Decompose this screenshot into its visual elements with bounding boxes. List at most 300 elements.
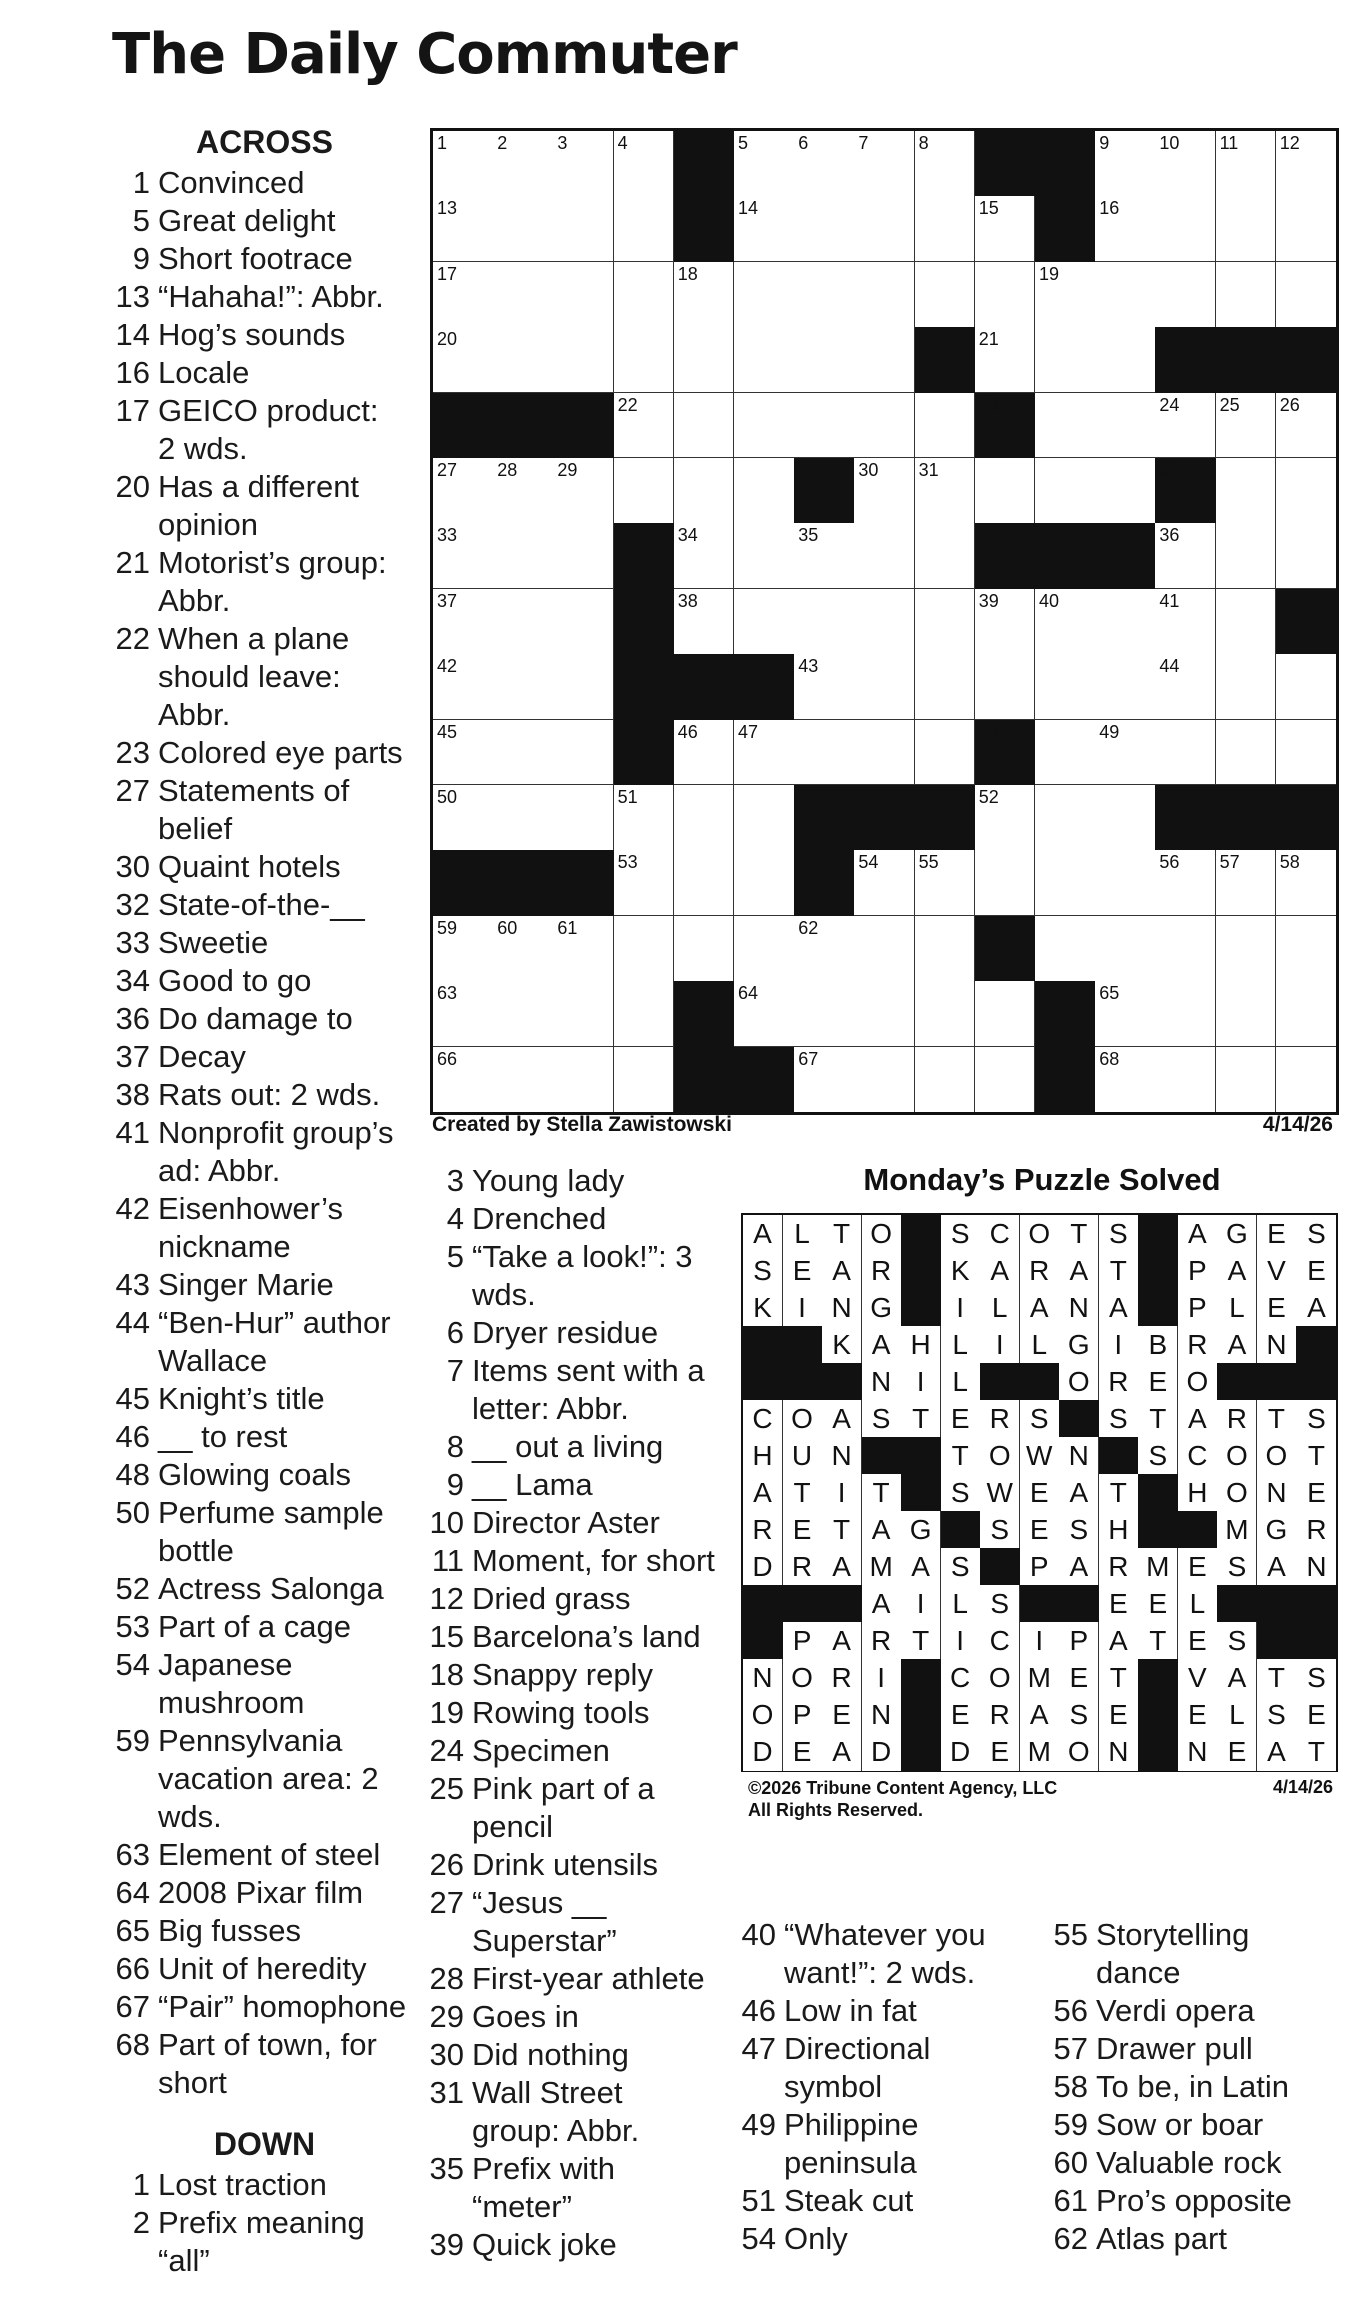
- grid-cell[interactable]: [614, 131, 675, 197]
- grid-cell[interactable]: [734, 981, 795, 1047]
- grid-cell[interactable]: [1216, 458, 1277, 524]
- black-square: [783, 1363, 823, 1401]
- grid-cell[interactable]: [794, 523, 855, 589]
- solution-letter: S: [941, 1215, 981, 1253]
- grid-cell[interactable]: [553, 720, 614, 786]
- grid-cell[interactable]: [915, 458, 976, 524]
- solution-letter: A: [1217, 1252, 1257, 1290]
- clue-item[interactable]: [1050, 2030, 1345, 2068]
- clue-number: 47: [741, 2031, 776, 2066]
- grid-cell[interactable]: [1095, 1047, 1156, 1112]
- solution-letter: S: [941, 1548, 981, 1586]
- clue-item[interactable]: [112, 1722, 417, 1836]
- clue-item[interactable]: [112, 1418, 417, 1456]
- grid-cell[interactable]: [614, 196, 675, 262]
- clue-item[interactable]: [112, 354, 417, 392]
- grid-cell[interactable]: [433, 196, 494, 262]
- grid-cell[interactable]: [614, 262, 675, 328]
- clue-item[interactable]: [112, 1114, 417, 1190]
- grid-cell[interactable]: [975, 589, 1036, 655]
- grid-cell[interactable]: [854, 916, 915, 982]
- grid-cell[interactable]: [1155, 916, 1216, 982]
- grid-cell[interactable]: [1035, 327, 1096, 393]
- grid-cell[interactable]: [854, 850, 915, 916]
- solution-letter: K: [743, 1289, 783, 1327]
- grid-cell[interactable]: [1216, 131, 1277, 197]
- black-square: [980, 1548, 1020, 1586]
- grid-cell[interactable]: [1155, 131, 1216, 197]
- cell-number: 19: [1039, 263, 1060, 284]
- grid-cell[interactable]: [493, 981, 554, 1047]
- clue-item[interactable]: [112, 1456, 417, 1494]
- grid-cell[interactable]: [493, 262, 554, 328]
- black-square: [553, 393, 614, 459]
- grid-cell[interactable]: [1155, 850, 1216, 916]
- grid-cell[interactable]: [1276, 850, 1336, 916]
- grid-cell[interactable]: [1276, 196, 1336, 262]
- solution-letter: L: [941, 1363, 981, 1401]
- clue-item[interactable]: [1050, 2106, 1345, 2144]
- black-square: [980, 1363, 1020, 1401]
- grid-cell[interactable]: [794, 1047, 855, 1112]
- solution-letter: A: [822, 1733, 862, 1771]
- solution-title: Monday’s Puzzle Solved: [863, 1162, 1221, 1197]
- clue-item[interactable]: [426, 1314, 731, 1352]
- grid-cell[interactable]: [915, 1047, 976, 1112]
- grid-cell[interactable]: [674, 720, 735, 786]
- grid-cell[interactable]: [1155, 262, 1216, 328]
- clue-text: Colored eye parts: [158, 735, 403, 770]
- grid-cell[interactable]: [794, 589, 855, 655]
- grid-cell[interactable]: [553, 327, 614, 393]
- grid-cell[interactable]: [1216, 262, 1277, 328]
- grid-cell[interactable]: [794, 720, 855, 786]
- black-square: [1138, 1289, 1178, 1327]
- grid-cell[interactable]: [493, 1047, 554, 1112]
- grid-cell[interactable]: [614, 393, 675, 459]
- grid-cell[interactable]: [614, 1047, 675, 1112]
- grid-cell[interactable]: [1276, 720, 1336, 786]
- black-square: [433, 850, 494, 916]
- grid-cell[interactable]: [553, 262, 614, 328]
- grid-cell[interactable]: [433, 654, 494, 720]
- grid-cell[interactable]: [854, 458, 915, 524]
- clue-item[interactable]: [426, 2150, 731, 2226]
- grid-cell[interactable]: [1095, 654, 1156, 720]
- grid-cell[interactable]: [433, 327, 494, 393]
- grid-cell[interactable]: [1035, 850, 1096, 916]
- clue-item[interactable]: [1050, 2144, 1345, 2182]
- clue-item[interactable]: [426, 1998, 731, 2036]
- grid-cell[interactable]: [1035, 458, 1096, 524]
- grid-cell[interactable]: [1276, 654, 1336, 720]
- clue-text: Sow or boar: [1096, 2107, 1264, 2142]
- clue-item[interactable]: [112, 1266, 417, 1304]
- grid-cell[interactable]: [854, 981, 915, 1047]
- grid-cell[interactable]: [734, 523, 795, 589]
- grid-cell[interactable]: [493, 916, 554, 982]
- clue-text: “all”: [158, 2243, 210, 2278]
- grid-cell[interactable]: [674, 916, 735, 982]
- clue-item[interactable]: [1050, 1992, 1345, 2030]
- clue-item[interactable]: [112, 2204, 417, 2280]
- grid-cell[interactable]: [794, 196, 855, 262]
- grid-cell[interactable]: [915, 850, 976, 916]
- grid-cell[interactable]: [433, 916, 494, 982]
- clue-number: 18: [429, 1657, 464, 1692]
- grid-cell[interactable]: [1095, 131, 1156, 197]
- clue-text: Prefix with: [472, 2151, 615, 2186]
- grid-cell[interactable]: [433, 981, 494, 1047]
- grid-cell[interactable]: [674, 393, 735, 459]
- grid-cell[interactable]: [553, 196, 614, 262]
- grid-cell[interactable]: [1095, 327, 1156, 393]
- grid-cell[interactable]: [1155, 1047, 1216, 1112]
- clue-item[interactable]: [426, 1884, 731, 1960]
- clue-item[interactable]: [426, 1352, 731, 1428]
- black-square: [783, 1585, 823, 1623]
- clue-item[interactable]: [738, 1916, 1043, 1992]
- solution-letter: A: [1099, 1289, 1139, 1327]
- grid-cell[interactable]: [734, 262, 795, 328]
- grid-cell[interactable]: [915, 131, 976, 197]
- clue-item[interactable]: [426, 2226, 731, 2264]
- grid-cell[interactable]: [1216, 654, 1277, 720]
- clue-item[interactable]: [112, 620, 417, 734]
- clue-item[interactable]: [112, 164, 417, 202]
- grid-cell[interactable]: [493, 196, 554, 262]
- grid-cell[interactable]: [1276, 458, 1336, 524]
- grid-cell[interactable]: [794, 981, 855, 1047]
- clue-item[interactable]: [738, 2030, 1043, 2106]
- grid-cell[interactable]: [1095, 589, 1156, 655]
- clue-item[interactable]: [112, 772, 417, 848]
- clue-item[interactable]: [426, 1504, 731, 1542]
- clue-item[interactable]: [112, 1494, 417, 1570]
- grid-cell[interactable]: [1155, 654, 1216, 720]
- clue-item[interactable]: [112, 1988, 417, 2026]
- grid-cell[interactable]: [433, 1047, 494, 1112]
- cell-number: 17: [437, 263, 458, 284]
- solution-letter: E: [783, 1252, 823, 1290]
- clue-item[interactable]: [112, 278, 417, 316]
- grid-cell[interactable]: [975, 850, 1036, 916]
- grid-cell[interactable]: [1216, 720, 1277, 786]
- grid-cell[interactable]: [1276, 1047, 1336, 1112]
- grid-cell[interactable]: [734, 850, 795, 916]
- clue-item[interactable]: [738, 2220, 1043, 2258]
- grid-cell[interactable]: [674, 785, 735, 851]
- clue-item[interactable]: [426, 2074, 731, 2150]
- clue-item[interactable]: [112, 1912, 417, 1950]
- grid-cell[interactable]: [1216, 393, 1277, 459]
- grid-cell[interactable]: [1035, 393, 1096, 459]
- grid-cell[interactable]: [854, 589, 915, 655]
- clue-item[interactable]: [112, 544, 417, 620]
- clue-item[interactable]: [426, 1466, 731, 1504]
- grid-cell[interactable]: [1216, 196, 1277, 262]
- cell-number: 58: [1279, 852, 1300, 873]
- clue-item[interactable]: [738, 2182, 1043, 2220]
- grid-cell[interactable]: [734, 393, 795, 459]
- grid-cell[interactable]: [1035, 916, 1096, 982]
- black-square: [941, 1511, 981, 1549]
- grid-cell[interactable]: [433, 458, 494, 524]
- grid-cell[interactable]: [1155, 720, 1216, 786]
- clue-item[interactable]: [112, 202, 417, 240]
- clue-item[interactable]: [1050, 1916, 1345, 1992]
- clue-item[interactable]: [738, 2106, 1043, 2182]
- clue-item[interactable]: [426, 1960, 731, 1998]
- grid-cell[interactable]: [1155, 393, 1216, 459]
- grid-cell[interactable]: [614, 916, 675, 982]
- grid-cell[interactable]: [493, 327, 554, 393]
- clue-item[interactable]: [112, 886, 417, 924]
- grid-cell[interactable]: [1095, 981, 1156, 1047]
- clue-item[interactable]: [112, 1190, 417, 1266]
- grid-cell[interactable]: [553, 916, 614, 982]
- clue-item[interactable]: [1050, 2068, 1345, 2106]
- grid-cell[interactable]: [1095, 850, 1156, 916]
- clue-item[interactable]: [112, 1038, 417, 1076]
- grid-cell[interactable]: [1276, 916, 1336, 982]
- clue-item[interactable]: [112, 1874, 417, 1912]
- cell-number: 25: [1219, 394, 1240, 415]
- grid-cell[interactable]: [734, 916, 795, 982]
- grid-cell[interactable]: [674, 523, 735, 589]
- grid-cell[interactable]: [975, 1047, 1036, 1112]
- grid-cell[interactable]: [433, 785, 494, 851]
- solution-letter: S: [1296, 1659, 1336, 1697]
- clue-item[interactable]: [112, 1570, 417, 1608]
- grid-cell[interactable]: [1276, 131, 1336, 197]
- grid-cell[interactable]: [794, 393, 855, 459]
- grid-cell[interactable]: [1035, 654, 1096, 720]
- grid-cell[interactable]: [854, 654, 915, 720]
- grid-cell[interactable]: [975, 262, 1036, 328]
- clue-item[interactable]: [426, 1580, 731, 1618]
- clue-item[interactable]: [112, 240, 417, 278]
- grid-cell[interactable]: [433, 589, 494, 655]
- grid-cell[interactable]: [674, 262, 735, 328]
- grid-cell[interactable]: [553, 523, 614, 589]
- clue-text: belief: [158, 811, 233, 846]
- grid-cell[interactable]: [1216, 1047, 1277, 1112]
- grid-cell[interactable]: [553, 131, 614, 197]
- grid-cell[interactable]: [553, 589, 614, 655]
- grid-cell[interactable]: [854, 262, 915, 328]
- clue-item[interactable]: [426, 1846, 731, 1884]
- grid-cell[interactable]: [433, 720, 494, 786]
- grid-cell[interactable]: [794, 916, 855, 982]
- grid-cell[interactable]: [854, 327, 915, 393]
- solution-letter: R: [862, 1622, 902, 1660]
- solution-letter: H: [1178, 1474, 1218, 1512]
- clue-text: Nonprofit group’s: [158, 1115, 394, 1150]
- clue-item[interactable]: [112, 1304, 417, 1380]
- clue-item[interactable]: [112, 1076, 417, 1114]
- clue-item[interactable]: [112, 848, 417, 886]
- grid-cell[interactable]: [915, 393, 976, 459]
- grid-cell[interactable]: [1216, 850, 1277, 916]
- grid-cell[interactable]: [794, 327, 855, 393]
- grid-cell[interactable]: [794, 131, 855, 197]
- grid-cell[interactable]: [1155, 981, 1216, 1047]
- grid-cell[interactable]: [493, 131, 554, 197]
- grid-cell[interactable]: [674, 327, 735, 393]
- grid-cell[interactable]: [1095, 458, 1156, 524]
- black-square: [614, 654, 675, 720]
- grid-cell[interactable]: [734, 458, 795, 524]
- grid-cell[interactable]: [553, 458, 614, 524]
- clue-item[interactable]: [426, 1428, 731, 1466]
- clue-item[interactable]: [112, 924, 417, 962]
- clue-item[interactable]: [738, 1992, 1043, 2030]
- grid-cell[interactable]: [1035, 720, 1096, 786]
- grid-cell[interactable]: [915, 654, 976, 720]
- clue-item[interactable]: [112, 316, 417, 354]
- grid-cell[interactable]: [553, 1047, 614, 1112]
- grid-cell[interactable]: [614, 327, 675, 393]
- grid-cell[interactable]: [915, 262, 976, 328]
- grid-cell[interactable]: [1095, 785, 1156, 851]
- grid-cell[interactable]: [674, 458, 735, 524]
- clue-item[interactable]: [426, 2036, 731, 2074]
- grid-cell[interactable]: [854, 523, 915, 589]
- grid-cell[interactable]: [1276, 523, 1336, 589]
- grid-cell[interactable]: [1276, 981, 1336, 1047]
- clue-item[interactable]: [112, 392, 417, 468]
- grid-cell[interactable]: [915, 981, 976, 1047]
- grid-cell[interactable]: [734, 589, 795, 655]
- solution-letter: N: [1257, 1474, 1297, 1512]
- grid-cell[interactable]: [915, 196, 976, 262]
- clue-text: Lost traction: [158, 2167, 327, 2202]
- grid-cell[interactable]: [794, 654, 855, 720]
- grid-cell[interactable]: [553, 654, 614, 720]
- grid-cell[interactable]: [975, 327, 1036, 393]
- grid-cell[interactable]: [614, 458, 675, 524]
- grid-cell[interactable]: [1276, 262, 1336, 328]
- grid-cell[interactable]: [614, 785, 675, 851]
- clue-item[interactable]: [112, 1000, 417, 1038]
- grid-cell[interactable]: [1035, 262, 1096, 328]
- solution-letter: A: [1178, 1215, 1218, 1253]
- grid-cell[interactable]: [734, 131, 795, 197]
- grid-cell[interactable]: [1155, 196, 1216, 262]
- grid-cell[interactable]: [1216, 523, 1277, 589]
- grid-cell[interactable]: [553, 981, 614, 1047]
- grid-cell[interactable]: [1155, 523, 1216, 589]
- clue-item[interactable]: [426, 1618, 731, 1656]
- clue-text: __ Lama: [472, 1467, 593, 1502]
- clue-item[interactable]: [426, 1656, 731, 1694]
- grid-cell[interactable]: [915, 589, 976, 655]
- clue-item[interactable]: [426, 1732, 731, 1770]
- grid-cell[interactable]: [1095, 916, 1156, 982]
- grid-cell[interactable]: [493, 523, 554, 589]
- grid-cell[interactable]: [854, 131, 915, 197]
- clue-item[interactable]: [112, 468, 417, 544]
- grid-cell[interactable]: [854, 393, 915, 459]
- grid-cell[interactable]: [915, 916, 976, 982]
- grid-cell[interactable]: [975, 196, 1036, 262]
- grid-cell[interactable]: [614, 981, 675, 1047]
- clue-item[interactable]: [112, 1380, 417, 1418]
- clue-item[interactable]: [112, 1836, 417, 1874]
- grid-cell[interactable]: [854, 720, 915, 786]
- grid-cell[interactable]: [433, 523, 494, 589]
- clue-item[interactable]: [426, 1200, 731, 1238]
- grid-cell[interactable]: [1216, 916, 1277, 982]
- clue-item[interactable]: [426, 1770, 731, 1846]
- solution-letter: W: [980, 1474, 1020, 1512]
- grid-cell[interactable]: [975, 785, 1036, 851]
- grid-cell[interactable]: [433, 262, 494, 328]
- grid-cell[interactable]: [614, 850, 675, 916]
- grid-cell[interactable]: [1035, 785, 1096, 851]
- grid-cell[interactable]: [493, 720, 554, 786]
- grid-cell[interactable]: [493, 654, 554, 720]
- grid-cell[interactable]: [553, 785, 614, 851]
- clue-item[interactable]: [112, 734, 417, 772]
- clue-item[interactable]: [112, 962, 417, 1000]
- grid-cell[interactable]: [1095, 262, 1156, 328]
- clue-item[interactable]: [112, 1608, 417, 1646]
- grid-cell[interactable]: [1095, 393, 1156, 459]
- clue-item[interactable]: [1050, 2220, 1345, 2258]
- clue-item[interactable]: [112, 1950, 417, 1988]
- clue-item[interactable]: [112, 2026, 417, 2102]
- clue-item[interactable]: [112, 1646, 417, 1722]
- crossword-grid[interactable]: [430, 128, 1339, 1115]
- grid-cell[interactable]: [975, 458, 1036, 524]
- grid-cell[interactable]: [493, 458, 554, 524]
- grid-cell[interactable]: [1095, 720, 1156, 786]
- grid-cell[interactable]: [1276, 393, 1336, 459]
- black-square: [822, 1363, 862, 1401]
- grid-cell[interactable]: [1095, 196, 1156, 262]
- cell-number: 39: [978, 590, 999, 611]
- grid-cell[interactable]: [1155, 589, 1216, 655]
- grid-cell[interactable]: [854, 196, 915, 262]
- clue-item[interactable]: [426, 1162, 731, 1200]
- clue-item[interactable]: [112, 2166, 417, 2204]
- grid-cell[interactable]: [734, 327, 795, 393]
- grid-cell[interactable]: [854, 1047, 915, 1112]
- grid-cell[interactable]: [674, 850, 735, 916]
- grid-cell[interactable]: [433, 131, 494, 197]
- grid-cell[interactable]: [915, 523, 976, 589]
- clue-item[interactable]: [426, 1542, 731, 1580]
- grid-cell[interactable]: [674, 589, 735, 655]
- clue-item[interactable]: [1050, 2182, 1345, 2220]
- grid-cell[interactable]: [975, 981, 1036, 1047]
- grid-cell[interactable]: [1035, 589, 1096, 655]
- grid-cell[interactable]: [734, 196, 795, 262]
- grid-cell[interactable]: [1216, 589, 1277, 655]
- grid-cell[interactable]: [493, 785, 554, 851]
- grid-cell[interactable]: [975, 654, 1036, 720]
- clue-item[interactable]: [426, 1238, 731, 1314]
- grid-cell[interactable]: [734, 720, 795, 786]
- grid-cell[interactable]: [1216, 981, 1277, 1047]
- grid-cell[interactable]: [493, 589, 554, 655]
- grid-cell[interactable]: [794, 262, 855, 328]
- grid-cell[interactable]: [734, 785, 795, 851]
- clue-item[interactable]: [426, 1694, 731, 1732]
- grid-cell[interactable]: [915, 720, 976, 786]
